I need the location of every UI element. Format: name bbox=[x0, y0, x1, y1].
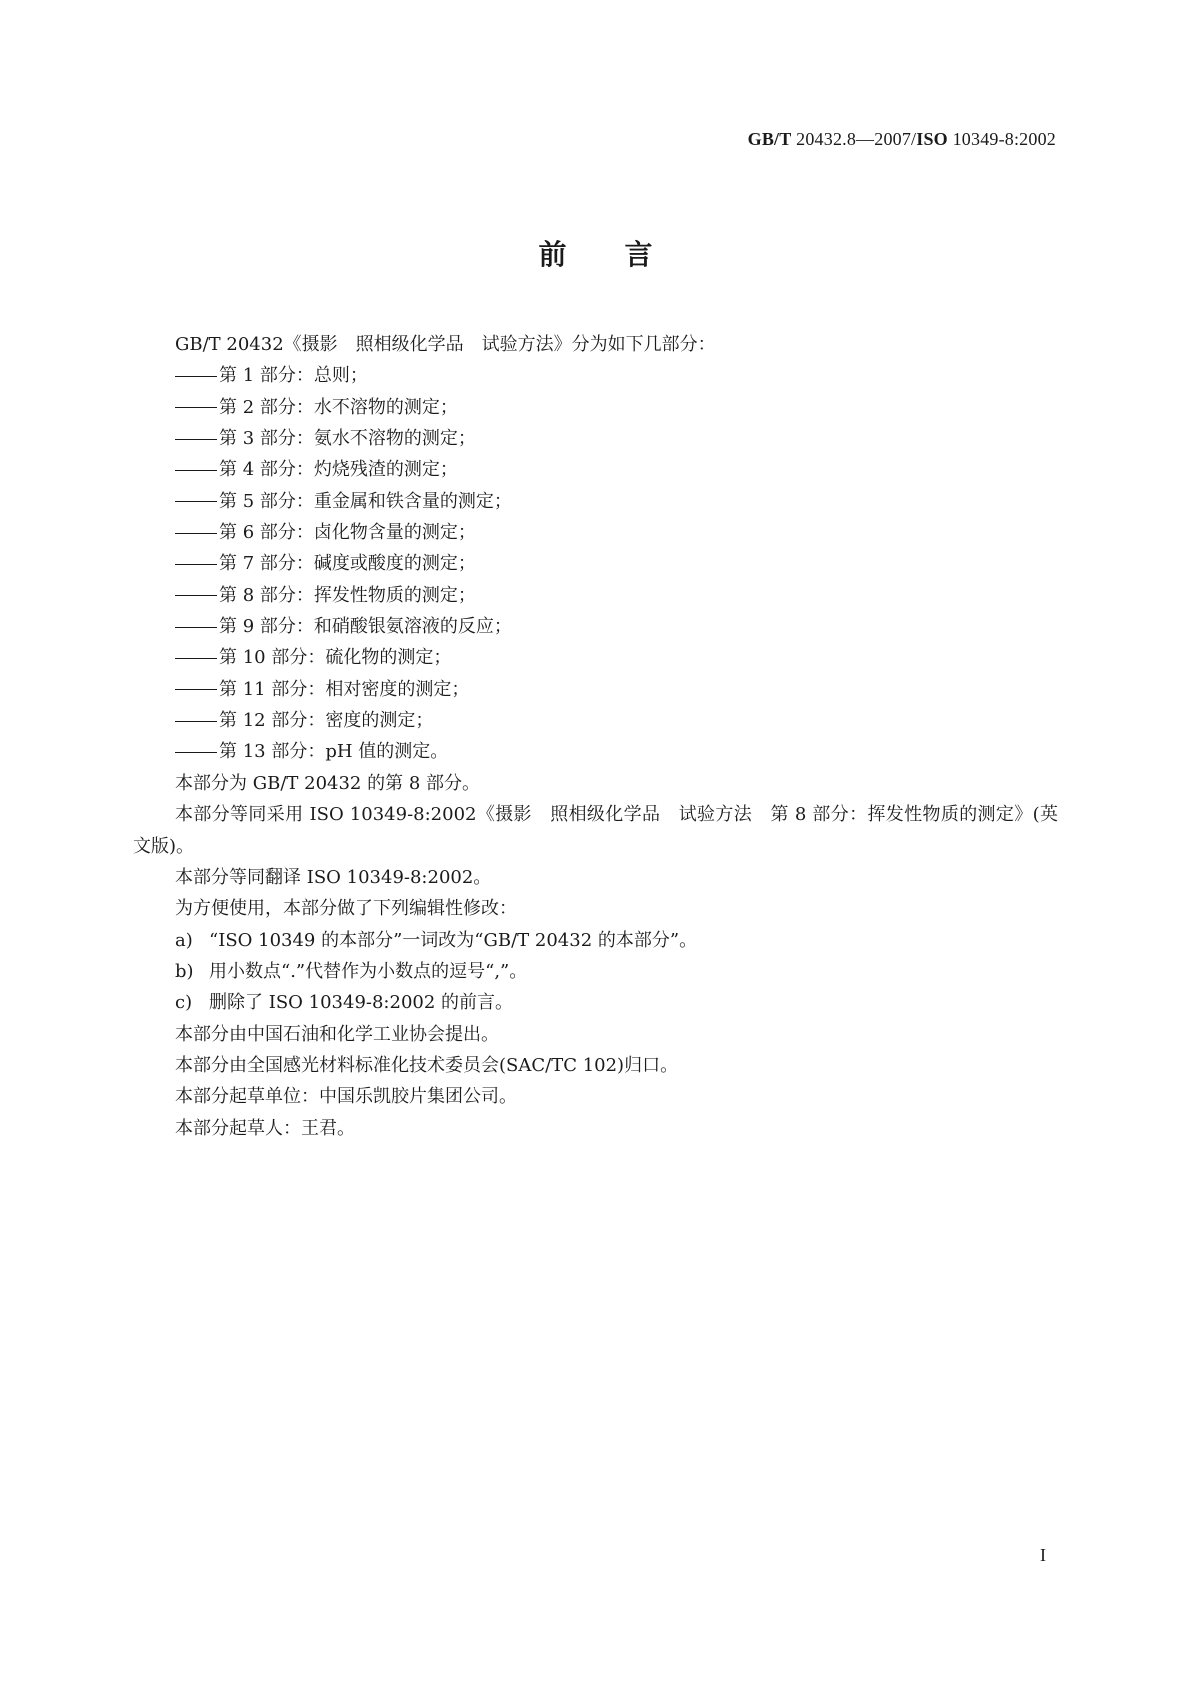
list-item-part-12 bbox=[133, 705, 1058, 736]
part-text: 第 1 部分：总则； bbox=[219, 365, 368, 387]
part-text: 第 12 部分：密度的测定； bbox=[219, 710, 434, 732]
list-item-part-13 bbox=[133, 736, 1058, 767]
paragraph-part-number: 本部分为 GB/T 20432 的第 8 部分。 bbox=[175, 772, 480, 794]
header-code-number: 20432.8—2007/ bbox=[791, 129, 917, 149]
dash-mark bbox=[175, 689, 217, 690]
list-item-part-11 bbox=[133, 674, 1058, 705]
part-text: 第 2 部分：水不溶物的测定； bbox=[219, 396, 458, 418]
part-text: 第 5 部分：重金属和铁含量的测定； bbox=[219, 490, 512, 512]
list-item-part-9 bbox=[133, 611, 1058, 642]
dash-mark bbox=[175, 533, 217, 534]
foreword-body bbox=[133, 329, 1058, 1144]
list-item-part-4 bbox=[133, 454, 1058, 485]
list-item-part-8 bbox=[133, 580, 1058, 611]
paragraph-proposed: 本部分由中国石油和化学工业协会提出。 bbox=[175, 1023, 499, 1045]
list-item-part-2 bbox=[133, 392, 1058, 423]
dash-mark bbox=[175, 439, 217, 440]
dash-mark bbox=[175, 470, 217, 471]
dash-mark bbox=[175, 595, 217, 596]
list-item-part-5 bbox=[133, 486, 1058, 517]
list-item-part-6 bbox=[133, 517, 1058, 548]
page-number: I bbox=[1040, 1545, 1046, 1565]
paragraph-adoption: 本部分等同采用 ISO 10349-8:2002《摄影 照相级化学品 试验方法 第 8 部分：挥发性物质的测定》(英文版)。 bbox=[133, 804, 1058, 857]
edit-text: 用小数点“.”代替作为小数点的逗号“,”。 bbox=[209, 960, 528, 982]
standard-code-header bbox=[748, 129, 1056, 150]
list-item-part-10 bbox=[133, 642, 1058, 673]
part-text: 第 10 部分：硫化物的测定； bbox=[219, 647, 452, 669]
dash-mark bbox=[175, 752, 217, 753]
paragraph-drafting-unit: 本部分起草单位：中国乐凯胶片集团公司。 bbox=[175, 1086, 517, 1108]
edit-text: “ISO 10349 的本部分”一词改为“GB/T 20432 的本部分”。 bbox=[209, 929, 698, 951]
part-text: 第 13 部分：pH 值的测定。 bbox=[219, 741, 449, 763]
paragraph-translation: 本部分等同翻译 ISO 10349-8:2002。 bbox=[175, 866, 492, 888]
edit-label: a) bbox=[175, 929, 193, 951]
header-code-iso-number: 10349-8:2002 bbox=[947, 129, 1056, 149]
dash-mark bbox=[175, 658, 217, 659]
list-item-part-1 bbox=[133, 360, 1058, 391]
edit-item-a bbox=[133, 925, 1058, 956]
paragraph-centralized: 本部分由全国感光材料标准化技术委员会(SAC/TC 102)归口。 bbox=[175, 1054, 679, 1076]
part-text: 第 8 部分：挥发性物质的测定； bbox=[219, 584, 476, 606]
part-text: 第 3 部分：氨水不溶物的测定； bbox=[219, 428, 476, 450]
header-code-gbt: GB/T bbox=[747, 129, 792, 149]
header-code-iso: ISO bbox=[916, 129, 948, 149]
dash-mark bbox=[175, 721, 217, 722]
list-item-part-3 bbox=[133, 423, 1058, 454]
intro-paragraph: GB/T 20432《摄影 照相级化学品 试验方法》分为如下几部分： bbox=[175, 334, 716, 355]
dash-mark bbox=[175, 376, 217, 377]
paragraph-edits-intro: 为方便使用，本部分做了下列编辑性修改： bbox=[175, 898, 517, 920]
page-title: 前言 bbox=[538, 238, 711, 271]
part-text: 第 4 部分：灼烧残渣的测定； bbox=[219, 459, 458, 481]
part-text: 第 11 部分：相对密度的测定； bbox=[219, 678, 470, 700]
part-text: 第 6 部分：卤化物含量的测定； bbox=[219, 522, 476, 544]
part-text: 第 7 部分：碱度或酸度的测定； bbox=[219, 553, 476, 575]
edit-item-c bbox=[133, 987, 1058, 1018]
edit-label: b) bbox=[175, 960, 194, 982]
part-text: 第 9 部分：和硝酸银氨溶液的反应； bbox=[219, 616, 512, 638]
dash-mark bbox=[175, 407, 217, 408]
list-item-part-7 bbox=[133, 548, 1058, 579]
edit-item-b bbox=[133, 956, 1058, 987]
dash-mark bbox=[175, 564, 217, 565]
edit-label: c) bbox=[175, 992, 193, 1014]
paragraph-drafter: 本部分起草人：王君。 bbox=[175, 1117, 355, 1139]
dash-mark bbox=[175, 501, 217, 502]
edit-text: 删除了 ISO 10349-8:2002 的前言。 bbox=[209, 992, 514, 1014]
dash-mark bbox=[175, 627, 217, 628]
